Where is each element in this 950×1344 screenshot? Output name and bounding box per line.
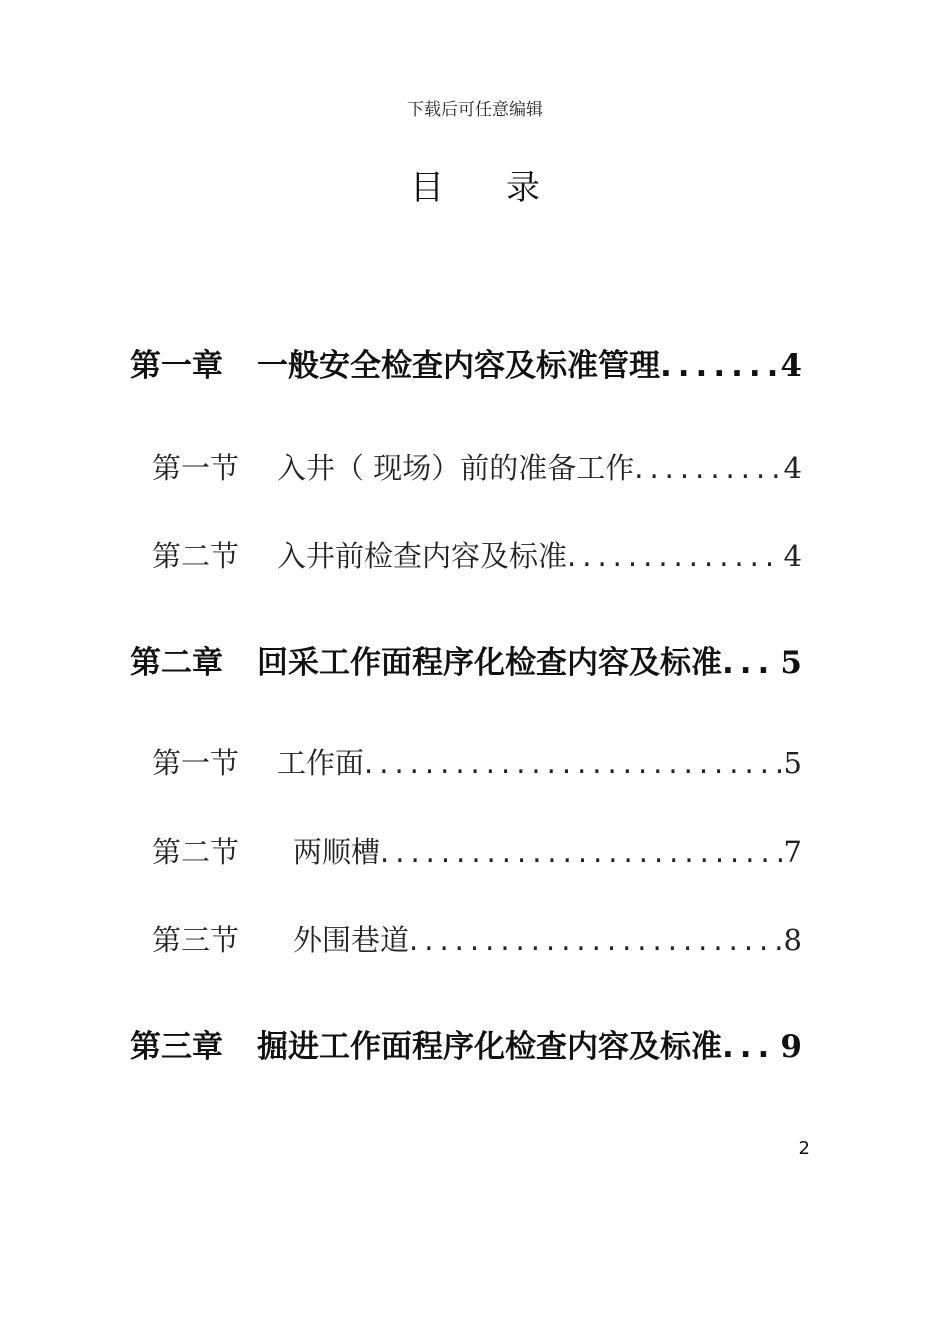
toc-entry-section-2-3[interactable] (152, 918, 802, 959)
toc-entry-page: 4 (783, 451, 802, 485)
toc-entry-section-1-2[interactable] (152, 534, 802, 575)
toc-entry-page: 5 (783, 746, 802, 780)
toc-entry-title: 工作面 (277, 746, 365, 780)
toc-entry-chapter-1[interactable] (130, 340, 802, 385)
toc-entry-title: 一般安全检查内容及标准管理 (257, 348, 660, 384)
toc-entry-number: 第二节 (152, 835, 240, 869)
toc-entry-number: 第二章 (130, 645, 223, 681)
toc-entry-chapter-3[interactable] (130, 1021, 802, 1066)
toc-entry-page: 4 (780, 348, 802, 384)
toc-dot-leader (409, 923, 782, 957)
toc-entry-title: 两顺槽 (293, 835, 381, 869)
toc-title-left: 目 (410, 168, 444, 208)
toc-dot-leader (567, 539, 782, 573)
page-number: 2 (798, 1138, 810, 1159)
toc-entry-page: 4 (783, 539, 802, 573)
toc-dot-leader (722, 1029, 778, 1065)
toc-entry-number: 第一章 (130, 348, 223, 384)
header-note: 下载后可任意编辑 (407, 100, 543, 120)
toc-entry-page: 9 (780, 1029, 802, 1065)
toc-dot-leader (660, 348, 778, 384)
toc-entry-number: 第三章 (130, 1029, 223, 1065)
toc-entry-number: 第一节 (152, 451, 240, 485)
toc-entry-chapter-2[interactable] (130, 637, 802, 682)
toc-entry-title: 回采工作面程序化检查内容及标准 (257, 645, 722, 681)
toc-dot-leader (364, 746, 782, 780)
toc-entry-section-2-1[interactable] (152, 741, 802, 782)
toc-entry-title: 外围巷道 (293, 923, 410, 957)
toc-dot-leader (722, 645, 778, 681)
toc-entry-number: 第二节 (152, 539, 240, 573)
toc-entry-number: 第一节 (152, 746, 240, 780)
toc-title-right: 录 (506, 168, 540, 208)
toc-entry-page: 5 (780, 645, 802, 681)
toc-dot-leader (380, 835, 782, 869)
toc-entry-title: 掘进工作面程序化检查内容及标准 (257, 1029, 722, 1065)
toc-title (0, 160, 950, 209)
toc-dot-leader (634, 451, 781, 485)
toc-entry-page: 7 (783, 835, 802, 869)
toc-entry-section-1-1[interactable] (152, 446, 802, 487)
toc-entry-page: 8 (783, 923, 802, 957)
toc-entry-number: 第三节 (152, 923, 240, 957)
toc-entry-title: 入井（ 现场）前的准备工作 (277, 451, 635, 485)
toc-entry-section-2-2[interactable] (152, 830, 802, 871)
toc-entry-title: 入井前检查内容及标准 (277, 539, 568, 573)
